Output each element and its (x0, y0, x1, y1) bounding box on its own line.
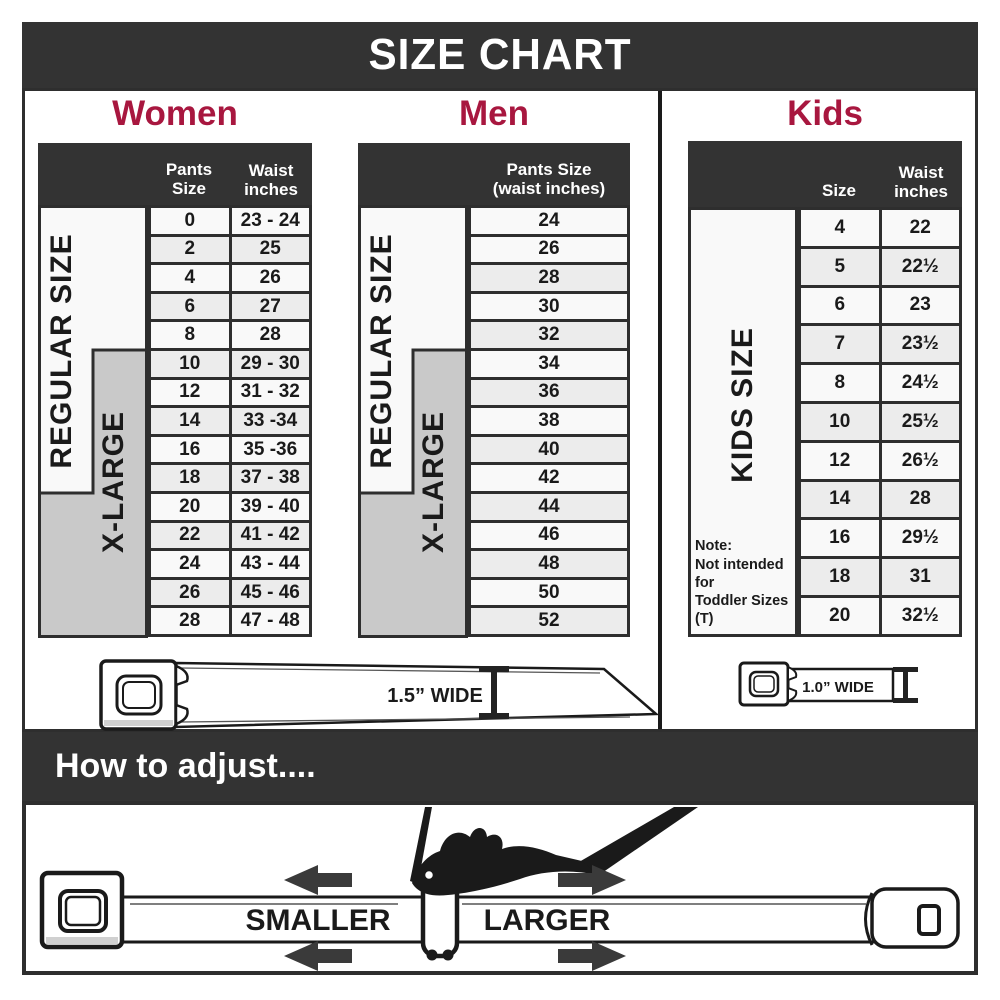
adult-belt-width-label: 1.5” WIDE (387, 685, 483, 707)
kids-rows (798, 207, 962, 637)
xlarge-label: X-LARGE (97, 411, 130, 553)
seatbelt-buckle-icon (101, 661, 188, 729)
waist-cell: 25½ (882, 404, 960, 440)
adult-belt-illustration (90, 650, 670, 740)
waist-cell: 25 (232, 237, 310, 263)
regular-size-label: REGULAR SIZE (45, 233, 78, 469)
pants-size-column-header: Pants Size (165, 159, 213, 199)
waist-cell: 28 (232, 322, 310, 348)
waist-cell: 31 - 32 (232, 380, 310, 406)
left-arrow-icon (284, 941, 352, 971)
main-panel (22, 88, 978, 732)
seatbelt-buckle-icon (42, 873, 122, 947)
pants-size-cell: 8 (151, 322, 229, 348)
size-cell: 20 (801, 598, 879, 634)
pants-size-cell: 52 (471, 608, 627, 634)
waist-cell: 26½ (882, 443, 960, 479)
title-bar (22, 22, 978, 88)
men-heading: Men (459, 94, 529, 133)
pants-size-cell: 4 (151, 265, 229, 291)
kids-table-header (688, 141, 962, 207)
size-cell: 4 (801, 210, 879, 246)
adjust-belt-illustration (26, 805, 974, 971)
pants-size-cell: 6 (151, 294, 229, 320)
pants-size-column-header: Pants Size (waist inches) (492, 159, 606, 199)
pants-size-cell: 46 (471, 523, 627, 549)
waist-cell: 24½ (882, 365, 960, 401)
pants-size-cell: 24 (471, 208, 627, 234)
pants-size-cell: 42 (471, 465, 627, 491)
pants-size-cell: 16 (151, 437, 229, 463)
men-rows (468, 205, 630, 637)
men-fit-regions (358, 205, 468, 638)
toddler-note: Note: Not intended for Toddler Sizes (T) (695, 538, 789, 627)
waist-cell: 23½ (882, 326, 960, 362)
pants-size-cell: 26 (471, 237, 627, 263)
regular-size-label: REGULAR SIZE (365, 233, 398, 469)
size-cell: 5 (801, 249, 879, 285)
kids-heading: Kids (787, 94, 863, 133)
waist-cell: 22 (882, 210, 960, 246)
size-column-header: Size (821, 181, 857, 201)
waist-cell: 26 (232, 265, 310, 291)
waist-cell: 43 - 44 (232, 551, 310, 577)
waist-cell: 29 - 30 (232, 351, 310, 377)
pants-size-cell: 22 (151, 523, 229, 549)
pants-size-cell: 40 (471, 437, 627, 463)
pants-size-cell: 44 (471, 494, 627, 520)
pants-size-cell: 20 (151, 494, 229, 520)
pants-size-cell: 18 (151, 465, 229, 491)
women-size-table (38, 143, 312, 638)
pants-size-cell: 26 (151, 580, 229, 606)
pants-size-cell: 2 (151, 237, 229, 263)
page-title: SIZE CHART (368, 30, 632, 79)
xlarge-label: X-LARGE (417, 411, 450, 553)
kids-belt-width-label: 1.0” WIDE (802, 679, 874, 696)
kids-size-table (688, 141, 962, 637)
pants-size-cell: 14 (151, 408, 229, 434)
right-arrow-icon (558, 941, 626, 971)
waist-cell: 39 - 40 (232, 494, 310, 520)
waist-column-header: Waist inches (894, 162, 948, 202)
waist-cell: 28 (882, 482, 960, 518)
adjust-illustration-box (22, 801, 978, 975)
waist-cell: 37 - 38 (232, 465, 310, 491)
women-table-header (38, 143, 312, 205)
kids-size-region (688, 207, 798, 637)
waist-cell: 41 - 42 (232, 523, 310, 549)
size-cell: 6 (801, 288, 879, 324)
waist-cell: 22½ (882, 249, 960, 285)
waist-cell: 31 (882, 559, 960, 595)
waist-cell: 35 -36 (232, 437, 310, 463)
size-cell: 12 (801, 443, 879, 479)
size-cell: 14 (801, 482, 879, 518)
width-marker-icon (893, 667, 918, 703)
women-rows (148, 205, 312, 637)
kids-belt-illustration (735, 656, 935, 718)
waist-cell: 32½ (882, 598, 960, 634)
pants-size-cell: 10 (151, 351, 229, 377)
waist-cell: 47 - 48 (232, 608, 310, 634)
waist-cell: 27 (232, 294, 310, 320)
waist-cell: 33 -34 (232, 408, 310, 434)
pants-size-cell: 24 (151, 551, 229, 577)
waist-cell: 23 - 24 (232, 208, 310, 234)
size-cell: 8 (801, 365, 879, 401)
pants-size-cell: 0 (151, 208, 229, 234)
hand-icon (410, 807, 698, 896)
pants-size-cell: 32 (471, 322, 627, 348)
pants-size-cell: 28 (471, 265, 627, 291)
how-to-adjust-band (22, 732, 978, 801)
waist-cell: 45 - 46 (232, 580, 310, 606)
size-cell: 10 (801, 404, 879, 440)
pants-size-cell: 48 (471, 551, 627, 577)
pants-size-cell: 28 (151, 608, 229, 634)
kids-size-label: KIDS SIZE (726, 327, 759, 483)
women-fit-regions (38, 205, 148, 638)
men-table-header (358, 143, 630, 205)
men-size-table (358, 143, 630, 638)
size-cell: 7 (801, 326, 879, 362)
smaller-label: SMALLER (245, 904, 391, 937)
waist-cell: 23 (882, 288, 960, 324)
size-cell: 18 (801, 559, 879, 595)
pants-size-cell: 12 (151, 380, 229, 406)
seatbelt-buckle-icon (740, 663, 796, 705)
pants-size-cell: 34 (471, 351, 627, 377)
pants-size-cell: 38 (471, 408, 627, 434)
waist-column-header: Waist inches (244, 160, 298, 200)
how-to-adjust-heading: How to adjust.... (55, 747, 316, 785)
left-arrow-icon (284, 865, 352, 895)
size-cell: 16 (801, 520, 879, 556)
section-divider (658, 91, 662, 729)
pants-size-cell: 36 (471, 380, 627, 406)
pants-size-cell: 30 (471, 294, 627, 320)
belt-hole (919, 906, 939, 934)
larger-label: LARGER (483, 904, 611, 937)
waist-cell: 29½ (882, 520, 960, 556)
pants-size-cell: 50 (471, 580, 627, 606)
belt-tip (866, 889, 959, 947)
women-heading: Women (112, 94, 238, 133)
